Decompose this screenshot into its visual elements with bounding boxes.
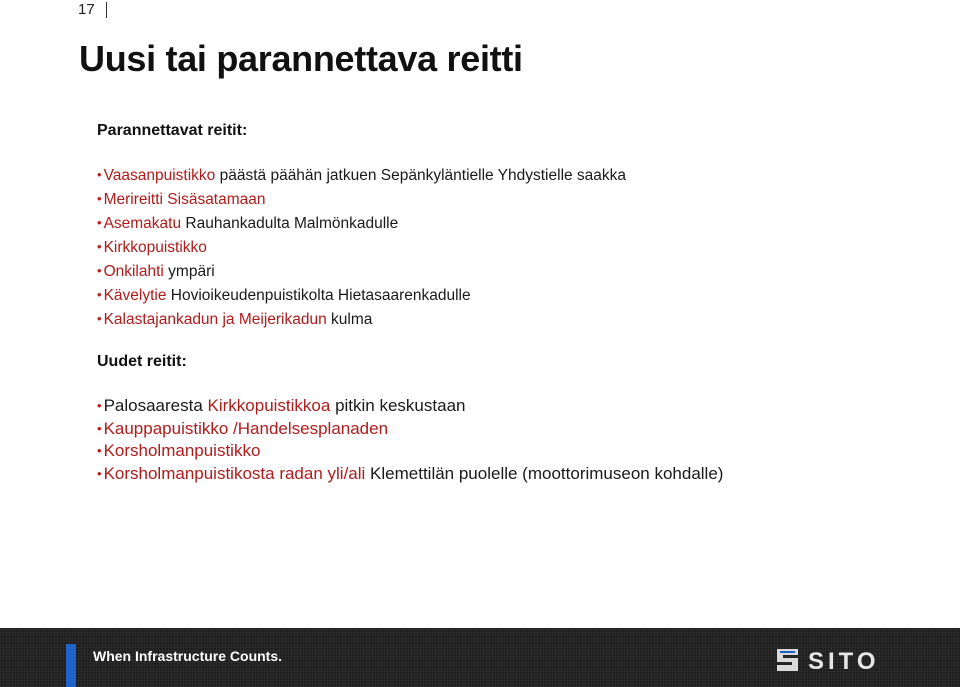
list-item [97, 395, 723, 418]
footer-tagline: When Infrastructure Counts. [93, 648, 283, 664]
bullet-icon: • [97, 191, 102, 206]
bullet-icon: • [97, 167, 102, 182]
route-detail: Rauhankadulta Malmönkadulle [181, 215, 399, 232]
new-routes-list [97, 395, 723, 485]
route-name: Kävelytie [103, 287, 167, 304]
improved-routes-list [97, 163, 626, 331]
page-number: 17 [78, 1, 95, 18]
list-item [97, 307, 626, 331]
page-number-divider [106, 2, 107, 18]
sito-logo [774, 645, 898, 675]
bullet-icon: • [97, 398, 102, 413]
route-name: Vaasanpuistikko [103, 167, 216, 184]
bullet-icon: • [97, 215, 102, 230]
footer-accent-stripe [66, 644, 76, 687]
route-name: Korsholmanpuistikko [103, 441, 261, 460]
list-item [97, 259, 626, 283]
bullet-icon: • [97, 263, 102, 278]
route-name: Kirkkopuistikkoa [207, 396, 331, 415]
sito-logo-icon [777, 649, 798, 671]
bullet-icon: • [97, 443, 102, 458]
list-item [97, 163, 626, 187]
sito-logo-text: SITO [808, 648, 880, 675]
bullet-icon: • [97, 465, 102, 481]
route-detail: Klemettilän puolelle (moottorimuseon kohdalle) [365, 463, 724, 483]
route-name: Asemakatu [103, 215, 182, 232]
slide-title: Uusi tai parannettava reitti [79, 38, 523, 79]
route-prefix: Palosaaresta [103, 396, 208, 415]
route-name: Merireitti Sisäsatamaan [103, 191, 266, 208]
list-item [97, 187, 626, 211]
route-name: Korsholmanpuistikosta radan yli/ali [103, 463, 366, 483]
list-item [97, 211, 626, 235]
list-item [97, 283, 626, 307]
list-item [97, 440, 723, 463]
route-name: Onkilahti [103, 263, 164, 280]
list-item [97, 418, 723, 441]
route-detail: pitkin keskustaan [330, 396, 466, 415]
route-detail: päästä päähän jatkuen Sepänkyläntielle Yhdystielle saakka [215, 167, 627, 184]
list-item [97, 235, 626, 259]
bullet-icon: • [97, 311, 102, 326]
bullet-icon: • [97, 420, 102, 436]
route-detail: ympäri [163, 263, 215, 280]
route-detail: Hovioikeudenpuistikolta Hietasaarenkadulle [166, 287, 471, 304]
list-item [97, 463, 723, 486]
route-detail: kulma [326, 311, 373, 328]
new-routes-heading: Uudet reitit: [97, 353, 187, 370]
route-name: Kirkkopuistikko [103, 239, 207, 256]
route-name: Kauppapuistikko /Handelsesplanaden [103, 418, 389, 438]
route-name: Kalastajankadun ja Meijerikadun [103, 311, 327, 328]
improved-routes-heading: Parannettavat reitit: [97, 122, 248, 139]
bullet-icon: • [97, 239, 102, 254]
bullet-icon: • [97, 287, 102, 302]
